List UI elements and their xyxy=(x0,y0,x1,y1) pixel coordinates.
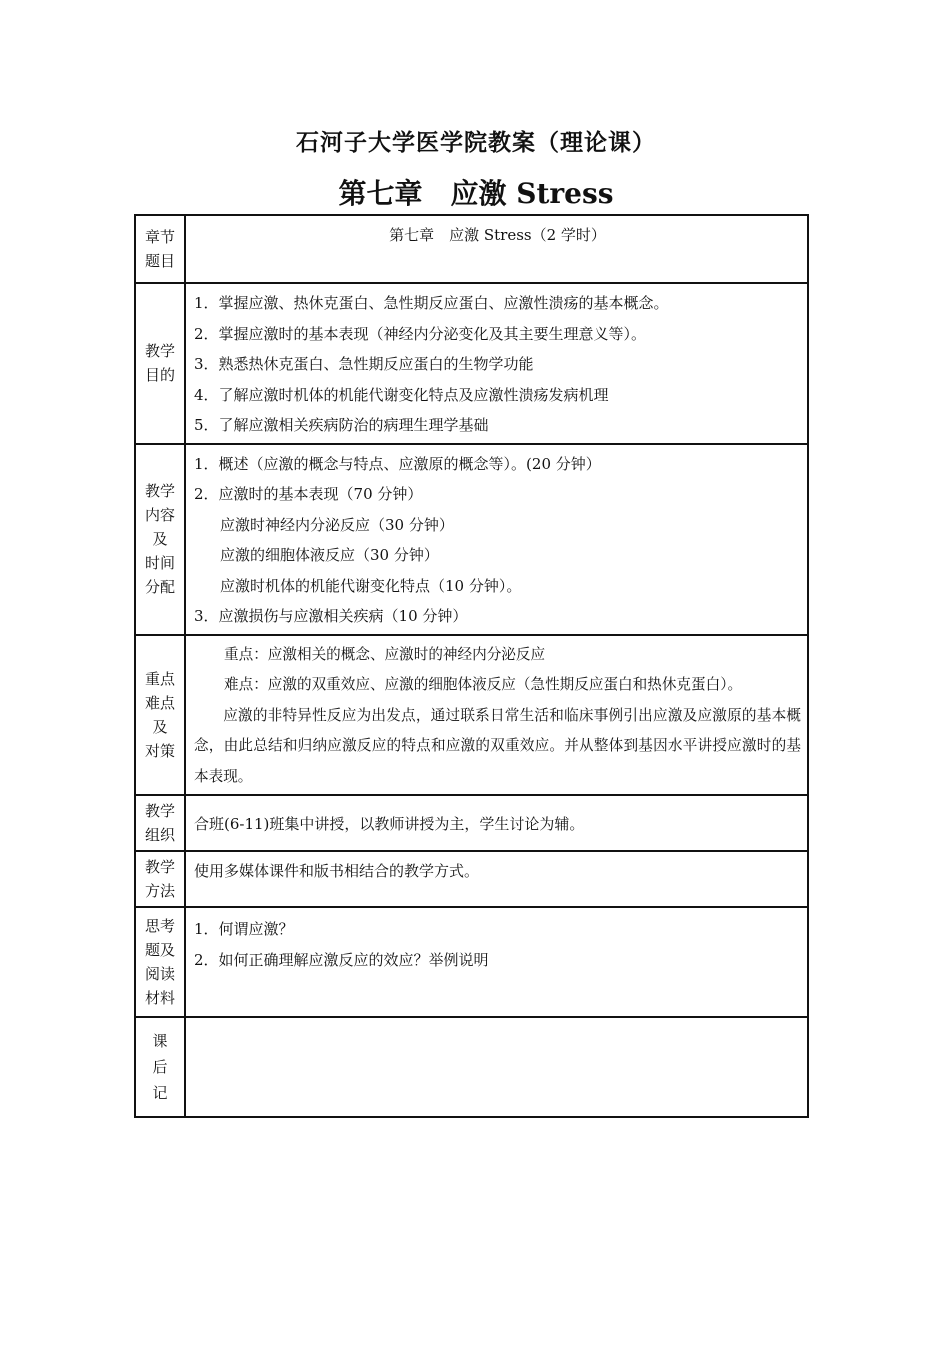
label-line: 组织 xyxy=(144,826,175,844)
label-line: 时间 xyxy=(144,554,175,572)
label-line: 教学 xyxy=(144,858,175,876)
document-title: 石河子大学医学院教案（理论课） xyxy=(296,129,656,156)
content-subitem: 应激时神经内分泌反应（30 分钟） xyxy=(220,515,454,534)
chapter-title-text: 第七章 应激 Stress（2 学时） xyxy=(389,226,606,244)
teaching-organization-cell xyxy=(185,795,808,851)
difficulty-text: 难点：应激的双重效应、应激的细胞体液反应（急性期反应蛋白和热休克蛋白）。 xyxy=(224,676,743,693)
label-after-class-notes xyxy=(135,1017,185,1117)
table-row-title xyxy=(135,215,808,283)
table-row-after-class-notes xyxy=(135,1017,808,1117)
chapter-title: 第七章 应激 Stress xyxy=(338,177,614,210)
content-item: 1．概述（应激的概念与特点、应激原的概念等）。(20 分钟） xyxy=(194,454,601,473)
label-line: 题及 xyxy=(144,941,175,959)
table-row-goals xyxy=(135,283,808,444)
label-line: 分配 xyxy=(144,578,175,596)
goal-item: 4．了解应激时机体的机能代谢变化特点及应激性溃疡发病机理 xyxy=(194,385,609,404)
table-row-method xyxy=(135,851,808,907)
table-row-organization xyxy=(135,795,808,851)
lesson-plan-table xyxy=(134,214,809,1118)
goal-item: 5．了解应激相关疾病防治的病理生理学基础 xyxy=(194,416,489,434)
method-text: 使用多媒体课件和版书相结合的教学方式。 xyxy=(194,862,480,880)
table-row-content xyxy=(135,444,808,635)
teaching-goals-cell xyxy=(185,283,808,444)
goal-item: 2．掌握应激时的基本表现（神经内分泌变化及其主要生理意义等）。 xyxy=(194,324,647,343)
label-line: 及 xyxy=(152,717,168,736)
goal-item: 3．熟悉热休克蛋白、急性期反应蛋白的生物学功能 xyxy=(194,355,534,373)
label-line: 记 xyxy=(152,1084,168,1102)
label-line: 对策 xyxy=(144,741,175,760)
label-key-points xyxy=(135,635,185,796)
label-chapter-title xyxy=(135,215,185,283)
label-line: 内容 xyxy=(144,506,175,524)
teaching-method-cell xyxy=(185,851,808,907)
label-line: 教学 xyxy=(144,342,175,361)
label-line: 阅读 xyxy=(144,965,175,983)
label-line: 后 xyxy=(152,1058,168,1076)
label-line: 重点 xyxy=(144,669,175,688)
chapter-title-cell xyxy=(185,215,808,283)
strategy-text: 应激的非特异性反应为出发点，通过联系日常生活和临床事例引出应激及应激原的基本概念，由此总结和归纳应激反应的特点和应激的双重效应。并从整体到基因水平讲授应激时的基本表现。 xyxy=(194,706,801,785)
label-line: 方法 xyxy=(144,882,175,900)
label-teaching-goals xyxy=(135,283,185,444)
table-row-key-points xyxy=(135,635,808,796)
question-item: 1．何谓应激？ xyxy=(194,920,294,938)
key-points-cell xyxy=(185,635,808,796)
label-line: 章节 xyxy=(144,228,175,246)
content-subitem: 应激时机体的机能代谢变化特点（10 分钟）。 xyxy=(220,576,522,595)
question-item: 2．如何正确理解应激反应的效应？举例说明 xyxy=(194,950,489,969)
focus-text: 重点：应激相关的概念、应激时的神经内分泌反应 xyxy=(224,645,546,663)
label-line: 目的 xyxy=(144,366,175,385)
label-teaching-content xyxy=(135,444,185,635)
label-line: 课 xyxy=(152,1032,168,1050)
goal-item: 1．掌握应激、热休克蛋白、急性期反应蛋白、应激性溃疡的基本概念。 xyxy=(194,294,669,312)
label-line: 难点 xyxy=(144,693,175,712)
label-line: 及 xyxy=(152,530,168,548)
table-row-questions xyxy=(135,907,808,1017)
questions-cell xyxy=(185,907,808,1017)
label-line: 教学 xyxy=(144,482,175,500)
content-item: 2．应激时的基本表现（70 分钟） xyxy=(194,485,423,503)
content-subitem: 应激的细胞体液反应（30 分钟） xyxy=(220,546,439,564)
label-line: 教学 xyxy=(144,802,175,820)
teaching-content-cell xyxy=(185,444,808,635)
label-line: 思考 xyxy=(144,917,175,935)
content-item: 3．应激损伤与应激相关疾病（10 分钟） xyxy=(194,607,468,625)
organization-text: 合班(6-11)班集中讲授，以教师讲授为主，学生讨论为辅。 xyxy=(194,814,585,833)
label-teaching-organization xyxy=(135,795,185,851)
label-line: 题目 xyxy=(144,252,175,270)
label-line: 材料 xyxy=(144,989,175,1007)
after-class-notes-cell[interactable] xyxy=(185,1017,808,1117)
label-questions-reading xyxy=(135,907,185,1017)
label-teaching-method xyxy=(135,851,185,907)
